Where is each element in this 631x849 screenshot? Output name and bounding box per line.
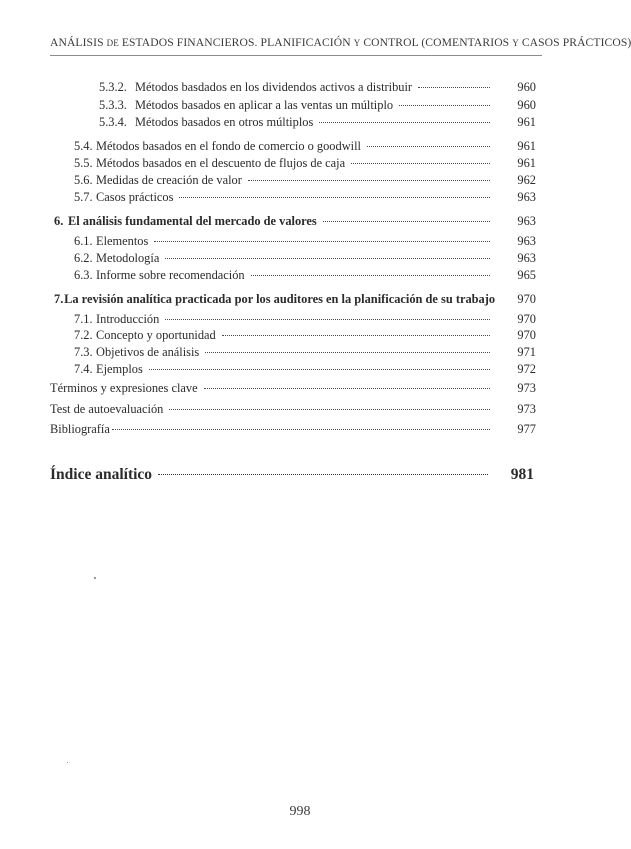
scan-speck	[94, 577, 96, 579]
page-number: 998	[289, 804, 311, 819]
header-part-1: ANÁLISIS	[50, 36, 104, 49]
toc-entry-indice-analitico	[0, 462, 600, 485]
toc-entry-number: 5.3.2.	[99, 80, 127, 94]
toc-entry-title: Elementos	[96, 234, 149, 248]
toc-entry-page: 962	[517, 173, 536, 187]
toc-entry-number: 6.2.	[74, 251, 93, 265]
toc-entry-5-3-4	[0, 111, 600, 130]
toc-entry-page: 960	[517, 98, 536, 112]
toc-entry-number: 7.4.	[74, 362, 93, 376]
toc-entry-page: 977	[517, 422, 536, 436]
dot-leader	[351, 149, 490, 164]
dot-leader	[149, 355, 490, 370]
toc-entry-number: 5.7.	[74, 190, 93, 204]
toc-entry-page: 963	[517, 214, 536, 228]
toc-entry-number: 6.3.	[74, 268, 93, 282]
header-part-4: CASOS PRÁCTICOS)	[521, 36, 631, 49]
toc-entry-number: 5.4.	[74, 139, 93, 153]
dot-leader	[158, 458, 488, 475]
toc-entry-title: Ejemplos	[96, 362, 143, 376]
toc-entry-page: 963	[517, 251, 536, 265]
toc-entry-number: 7.	[54, 292, 64, 306]
toc-entry-title: Métodos basados en el descuento de flujos de caja	[96, 156, 346, 170]
toc-entry-number: 6.	[54, 214, 64, 228]
toc-entry-5-7	[0, 186, 600, 205]
dot-leader	[248, 166, 490, 181]
dot-leader	[112, 415, 490, 430]
dot-leader	[319, 108, 490, 123]
toc-entry-title: Concepto y oportunidad	[96, 328, 216, 342]
dot-leader	[165, 244, 490, 259]
toc-entry-page: 970	[517, 328, 536, 342]
toc-entry-number: 5.6.	[74, 173, 93, 187]
toc-entry-title: Métodos basdados en los dividendos activos a distribuir	[135, 80, 413, 94]
dot-leader	[169, 395, 490, 410]
toc-entry-page: 970	[517, 292, 536, 306]
dot-leader	[154, 227, 490, 242]
toc-entry-page: 960	[517, 80, 536, 94]
toc-entry-title: Medidas de creación de valor	[96, 173, 242, 187]
toc-entry-title: Términos y expresiones clave	[50, 381, 198, 395]
toc-entry-page: 963	[517, 190, 536, 204]
dot-leader	[399, 91, 490, 106]
toc-entry-bibliografia	[0, 418, 600, 437]
toc-entry-terminos	[0, 377, 600, 396]
toc-entry-page: 961	[517, 115, 536, 129]
toc-entry-title: Métodos basados en otros múltiplos	[135, 115, 314, 129]
dot-leader	[205, 338, 490, 353]
dot-leader	[367, 132, 490, 147]
toc-entry-title: El análisis fundamental del mercado de valores	[68, 214, 317, 228]
toc-entry-title: Metodología	[96, 251, 160, 265]
toc-entry-page: 981	[510, 466, 534, 483]
header-y-2: Y	[512, 38, 519, 48]
dot-leader	[418, 73, 490, 88]
dot-leader	[204, 374, 490, 389]
toc-entry-page: 961	[517, 156, 536, 170]
toc-entry-title: Bibliografía	[50, 422, 110, 436]
dot-leader	[165, 305, 490, 320]
toc-entry-6-3	[0, 264, 600, 283]
toc-entry-number: 5.3.4.	[99, 115, 127, 129]
toc-entry-number: 7.3.	[74, 345, 93, 359]
toc-entry-page: 973	[517, 381, 536, 395]
toc-entry-title: Test de autoevaluación	[50, 402, 164, 416]
dot-leader	[323, 207, 490, 222]
toc-entry-title: Métodos basados en el fondo de comercio o goodwill	[96, 139, 361, 153]
header-de: DE	[106, 38, 119, 48]
toc-entry-page: 970	[517, 312, 536, 326]
toc-entry-5-3-2	[0, 76, 600, 95]
toc-entry-page: 972	[517, 362, 536, 376]
toc-entry-title: Informe sobre recomendación	[96, 268, 245, 282]
toc-entry-number: 7.1.	[74, 312, 93, 326]
toc-entry-title: La revisión analítica practicada por los auditores en la planificación de su trabajo	[64, 292, 496, 306]
toc-entry-title: Métodos basados en aplicar a las ventas un múltiplo	[135, 98, 394, 112]
toc-entry-page: 971	[517, 345, 536, 359]
toc-entry-title: Introducción	[96, 312, 160, 326]
toc-entry-number: 5.3.3.	[99, 98, 127, 112]
toc-entry-number: 6.1.	[74, 234, 93, 248]
dot-leader	[179, 183, 490, 198]
toc-entry-title: Objetivos de análisis	[96, 345, 200, 359]
header-y-1: Y	[353, 38, 361, 48]
header-part-3: CONTROL (COMENTARIOS	[363, 36, 510, 49]
toc-entry-page: 961	[517, 139, 536, 153]
dot-leader	[251, 261, 490, 276]
header-part-2: ESTADOS FINANCIEROS. PLANIFICACIÓN	[121, 36, 351, 49]
toc-entry-number: 5.5.	[74, 156, 93, 170]
toc-entry-page: 963	[517, 234, 536, 248]
toc-entry-title: Casos prácticos	[96, 190, 174, 204]
toc-entry-title: Índice analítico	[50, 466, 153, 483]
dot-leader	[222, 321, 490, 336]
toc-entry-number: 7.2.	[74, 328, 93, 342]
scan-speck	[67, 762, 68, 763]
toc-entry-page: 965	[517, 268, 536, 282]
toc-entry-page: 973	[517, 402, 536, 416]
